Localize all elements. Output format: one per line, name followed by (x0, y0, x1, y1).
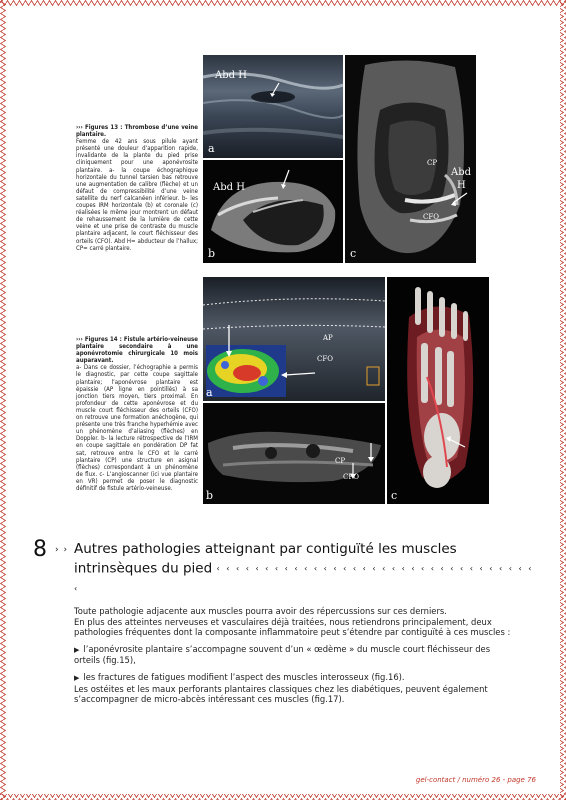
figure-14a-letter: a (206, 386, 213, 399)
figure-13c-cfo-label: CFO (423, 213, 439, 221)
figure-13c-letter: c (350, 247, 357, 260)
section-chevrons: › › (55, 545, 69, 555)
body-bullet-1 (74, 644, 514, 666)
figure-13c-mri (345, 55, 476, 263)
figure-13b-mri (203, 160, 343, 263)
figure-13-text: Femme de 42 ans sous pilule ayant présenté une douleur d’apparition rapide, invalidante de la plante du pied prise cliniquement pour une aponévrosite plantaire. a- la coupe échographique horizontale du tunnel tarsien bas retrouve une augmentation de calibre (flèche) et un défaut de compressibilité d’une veine satellite du nerf calcanéen inférieur. b- les coupes IRM horizontale (b) et coronale (c) réalisées le même jour montrent un défaut de rehaussement de la lumière de cette veine et une prise de contraste du muscle plantaire adjacent, le court fléchisseur des orteils (CFO). Abd H= abducteur de l’hallux; CP= carré plantaire. (76, 138, 198, 252)
figure-13a-abd-label: Abd H (215, 70, 247, 81)
figure-14-title: ››› Figures 14 : Fistule artério-veineuse plantaire secondaire à une aponévrotomie chirurgicale 10 mois auparavant. (76, 336, 198, 365)
figure-14a-cfo-label: CFO (317, 355, 333, 363)
section-body (74, 606, 514, 705)
section-title-text: Autres pathologies atteignant par contiguïté les muscles intrinsèques du pied (74, 541, 457, 577)
section-number: 8 (33, 537, 47, 562)
body-paragraph-2: En plus des atteintes nerveuses et vasculaires déjà traitées, nous retiendrons principalement, deux pathologies fréquentes dont la composante inflammatoire peut s’étendre par contiguïté à ces muscles : (74, 616, 511, 638)
body-bullet-2-text: les fractures de fatigues modifient l’aspect des muscles interosseux (fig.16). (83, 671, 405, 682)
figure-14b-cfo-label: CFO (343, 473, 359, 481)
figure-14-caption (76, 336, 198, 492)
section-title (74, 540, 534, 598)
figure-14b-letter: b (206, 489, 214, 502)
page-footer: gel-contact / numéro 26 - page 76 (415, 776, 536, 784)
figure-14a-ap-label: AP (323, 334, 333, 342)
figure-13-title: ››› Figures 13 : Thrombose d’une veine plantaire. (76, 124, 198, 139)
figure-13c-abd-label: Abd (451, 167, 472, 178)
section-title-trail: ‹ ‹ ‹ ‹ ‹ ‹ ‹ ‹ ‹ ‹ ‹ ‹ ‹ ‹ ‹ ‹ ‹ ‹ ‹ ‹ ‹ ‹ ‹ ‹ ‹ ‹ ‹ ‹ ‹ ‹ ‹ ‹ ‹ ‹ (74, 564, 534, 593)
figure-14b-mri (203, 403, 385, 504)
body-paragraph-1: Toute pathologie adjacente aux muscles pourra avoir des répercussions sur ces derniers. (74, 606, 447, 616)
figure-13c-cp-label: CP (427, 159, 438, 167)
figure-14a-doppler (203, 277, 385, 401)
figure-14b-cp-label: CP (335, 457, 346, 465)
figure-13a-ultrasound (203, 55, 343, 158)
figure-13-caption (76, 124, 198, 252)
figure-13a-letter: a (208, 142, 215, 155)
figure-14c-letter: c (391, 489, 398, 502)
body-paragraph-3: Les ostéites et les maux perforants plantaires classiques chez les diabétiques, peuvent également s’accompagner de micro-abcès intéressant ces muscles (fig.17). (74, 683, 488, 705)
figure-14-text: a- Dans ce dossier, l’échographie a permis le diagnostic, par cette coupe sagittale plantaire; l’aponévrose plantaire est épaissie (AP ligne en pointillés) à sa jonction tiers moyen, tiers proximal. En profondeur de cette aponévrose et du muscle court fléchisseur des orteils (CFO) on retrouve une formation anéchogène, qui présente une très franche hyperhémie avec un phénomène d’aliasing (flèches) en Doppler. b- la lecture rétrospective de l’IRM en coupe sagittale en pondération DP fat sat, retrouve entre le CFO et le carré plantaire (CP) une structure en asignal (flèches) correspondant à un phénomène de flux. c- L’angioscanner (ici vue plantaire en VR) permet de poser le diagnostic définitif de fistule artério-veineuse. (76, 364, 198, 492)
figure-14c-angioscanner (387, 277, 489, 504)
bullet-arrow-icon: ▶ (74, 645, 80, 654)
figure-13b-abd-label: Abd H (213, 182, 245, 193)
bullet-arrow-icon: ▶ (74, 673, 80, 682)
body-bullet-1-text: l’aponévrosite plantaire s’accompagne souvent d’un « œdème » du muscle court fléchisseur des orteils (fig.15), (74, 643, 491, 666)
figure-13c-h-label: H (457, 180, 466, 191)
body-bullet-2 (74, 672, 514, 684)
figure-13b-letter: b (208, 247, 216, 260)
